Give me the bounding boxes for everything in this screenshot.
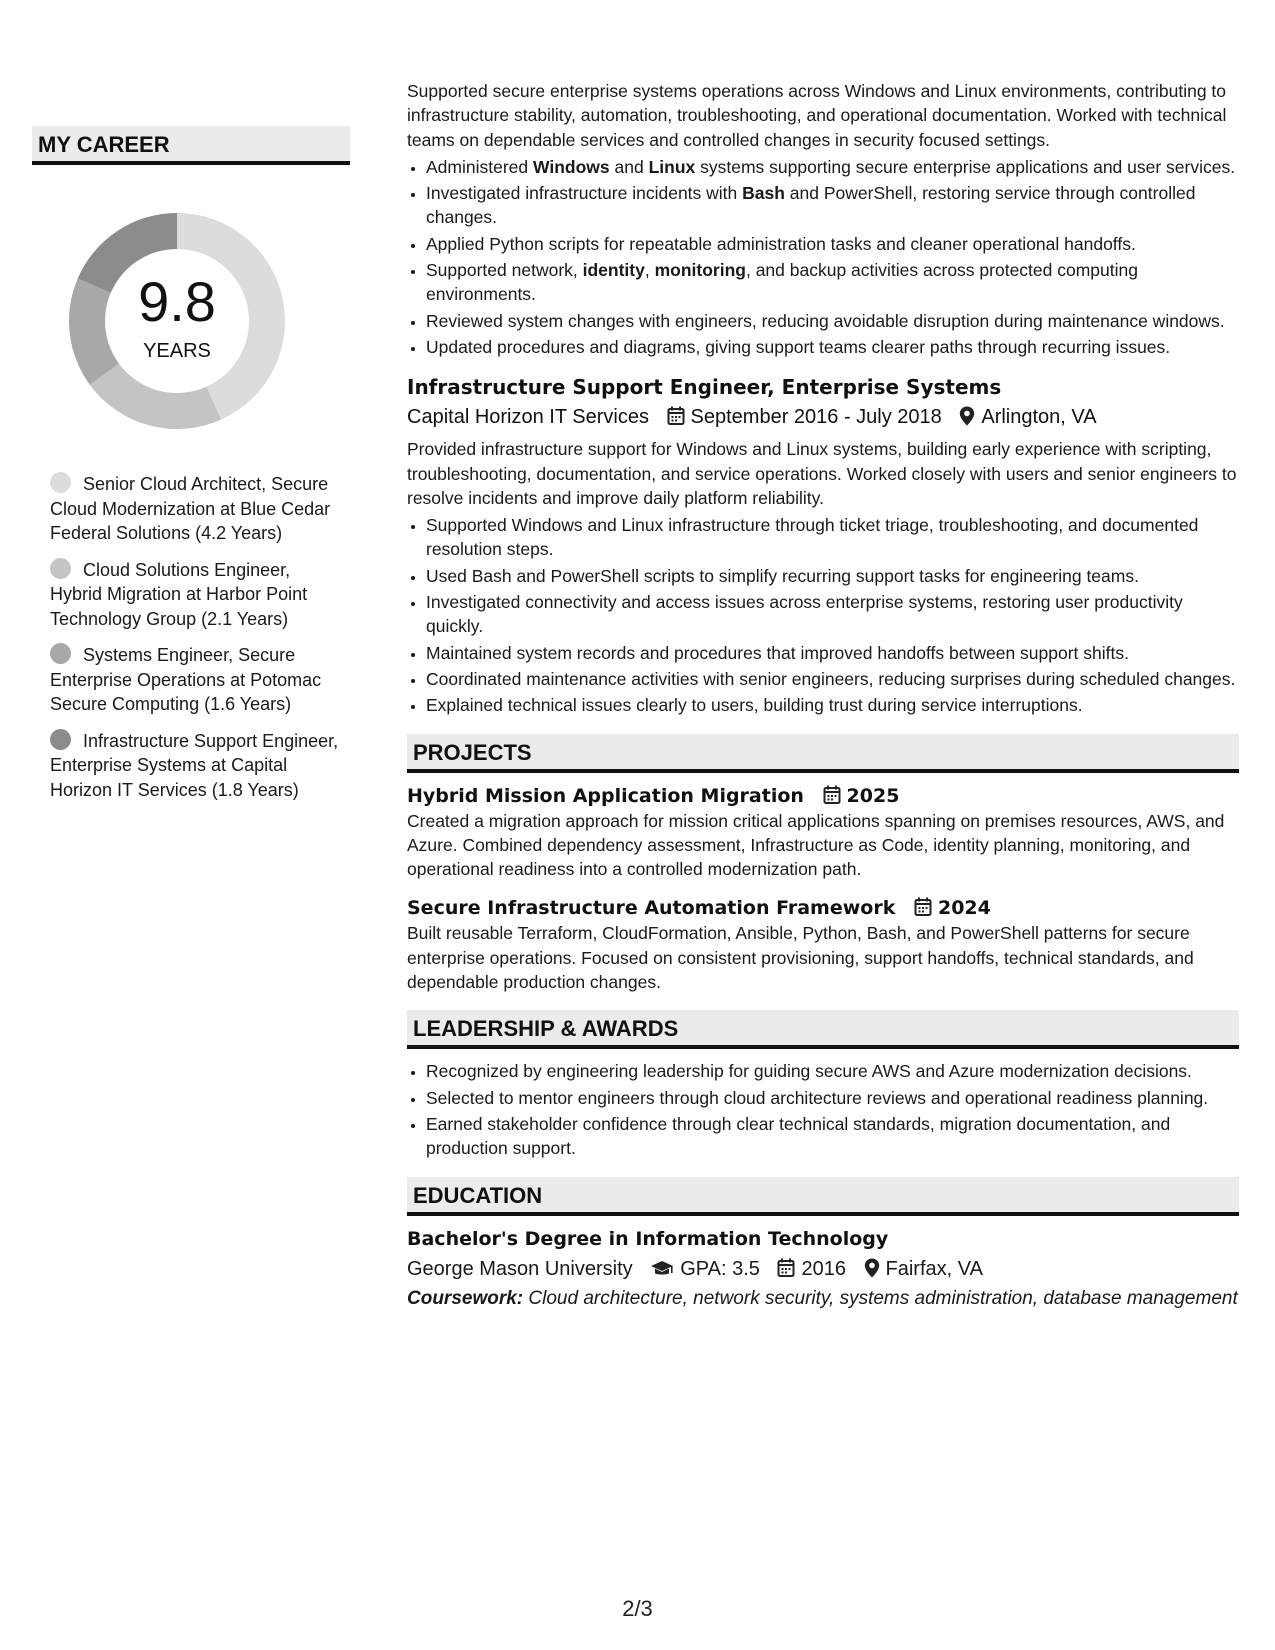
- bullet-text: and PowerShell, restoring service through controlled changes.: [426, 183, 1196, 228]
- project-description: Built reusable Terraform, CloudFormation, Ansible, Python, Bash, and PowerShell patterns for secure enterprise operations. Focused on consistent provisioning, support handoffs, technical standards, and dependable production changes.: [407, 923, 1194, 993]
- job-bullet: • Applied Python scripts for repeatable administration tasks and cleaner operational handoffs.: [426, 232, 1239, 256]
- job-bullet: [426, 181, 1239, 230]
- project-title-row: [407, 895, 1239, 921]
- job-meta: [407, 403, 1239, 431]
- total-years-value: 9.8: [138, 270, 216, 333]
- legend-dot: [50, 729, 71, 750]
- job-bullets: [407, 513, 1239, 717]
- job-bullet: [426, 155, 1239, 179]
- bullet-keyword: identity: [582, 260, 645, 281]
- bullet-keyword: Bash: [742, 183, 785, 204]
- graduation-year: 2016: [801, 1257, 846, 1280]
- project-item: [407, 895, 1239, 994]
- career-list: [50, 472, 340, 802]
- career-item: [50, 643, 340, 717]
- career-item-text: Systems Engineer, Secure Enterprise Operations at Potomac Secure Computing (1.6 Years): [50, 645, 322, 714]
- bullet-text: Supported network,: [426, 260, 583, 281]
- job-bullet: • Reviewed system changes with engineers, reducing avoidable disruption during maintenance windows.: [426, 309, 1239, 333]
- job-bullet: • Explained technical issues clearly to users, building trust during service interruptions.: [426, 693, 1239, 717]
- gpa: GPA: 3.5: [680, 1257, 760, 1280]
- job-summary: Supported secure enterprise systems operations across Windows and Linux environments, contributing to infrastructure stability, automation, troubleshooting, and operational documentation. Worked with technical teams on dependable services and controlled changes in security focused settings.: [407, 81, 1227, 150]
- career-item-text: Infrastructure Support Engineer, Enterprise Systems at Capital Horizon IT Services (1.8 Years): [50, 730, 339, 800]
- legend-dot: [50, 558, 71, 579]
- bullet-text: ,: [644, 260, 655, 281]
- job-location: Arlington, VA: [981, 406, 1097, 429]
- job-summary: Provided infrastructure support for Windows and Linux systems, building early experience with scripting, troubleshooting, documentation, and service operations. Worked closely with users and senior engineers to resolve incidents and improve daily platform reliability.: [407, 439, 1237, 508]
- legend-dot: [50, 472, 71, 493]
- calendar-icon: [777, 1258, 795, 1278]
- project-title: Secure Infrastructure Automation Framework: [407, 897, 896, 920]
- job-bullet: • Used Bash and PowerShell scripts to simplify recurring support tasks for engineering teams.: [426, 564, 1239, 588]
- degree-title: Bachelor's Degree in Information Technology: [407, 1227, 889, 1250]
- career-heading: MY CAREER: [32, 126, 350, 165]
- bullet-text: Administered: [426, 156, 533, 177]
- project-year: 2025: [846, 784, 900, 807]
- main-content: [407, 79, 1239, 1311]
- job-bullet: • Coordinated maintenance activities with senior engineers, reducing surprises during scheduled changes.: [426, 667, 1239, 691]
- career-item-text: Senior Cloud Architect, Secure Cloud Modernization at Blue Cedar Federal Solutions (4.2 Years): [50, 474, 331, 543]
- leadership-bullet: • Recognized by engineering leadership for guiding secure AWS and Azure modernization decisions.: [426, 1059, 1239, 1083]
- legend-dot: [50, 643, 71, 664]
- calendar-icon: [823, 785, 841, 805]
- bullet-text: , and backup activities across protected computing environments.: [426, 260, 1138, 305]
- years-label: YEARS: [143, 340, 211, 362]
- job-dates: September 2016 - July 2018: [690, 406, 942, 429]
- bullet-keyword: Windows: [533, 156, 610, 177]
- leadership-bullets: [407, 1059, 1239, 1160]
- bullet-text: Investigated infrastructure incidents with: [426, 183, 743, 204]
- career-item-text: Cloud Solutions Engineer, Hybrid Migration at Harbor Point Technology Group (2.1 Years): [50, 559, 308, 629]
- map-pin-icon: [959, 406, 975, 426]
- bullet-keyword: monitoring: [654, 260, 746, 281]
- coursework-text: Cloud architecture, network security, systems administration, database management: [523, 1287, 1238, 1309]
- page-number: 2/3: [622, 1596, 653, 1621]
- job-bullet: [426, 258, 1239, 307]
- project-item: [407, 783, 1239, 882]
- bullet-text: systems supporting secure enterprise applications and user services.: [695, 156, 1236, 177]
- leadership-heading: LEADERSHIP & AWARDS: [407, 1010, 1239, 1049]
- school-location: Fairfax, VA: [885, 1257, 983, 1280]
- career-item: [50, 472, 340, 546]
- career-donut-chart: [62, 206, 292, 436]
- coursework: [407, 1287, 1239, 1311]
- map-pin-icon: [864, 1258, 880, 1278]
- education-heading: EDUCATION: [407, 1177, 1239, 1216]
- job-bullets: [407, 155, 1239, 359]
- education-meta: [407, 1255, 1239, 1283]
- project-title-row: [407, 783, 1239, 809]
- education-item: [407, 1226, 1239, 1311]
- job-infrastructure-support: [407, 373, 1239, 717]
- career-item: [50, 558, 340, 632]
- project-year: 2024: [937, 897, 991, 920]
- leadership-bullet: • Selected to mentor engineers through cloud architecture reviews and operational readiness planning.: [426, 1086, 1239, 1110]
- job-bullet: • Updated procedures and diagrams, giving support teams clearer paths through recurring issues.: [426, 335, 1239, 359]
- calendar-icon: [667, 406, 685, 426]
- job-company: Capital Horizon IT Services: [407, 406, 649, 429]
- graduation-cap-icon: [650, 1260, 674, 1278]
- job-systems-engineer: [407, 79, 1239, 359]
- job-bullet: • Investigated connectivity and access issues across enterprise systems, restoring user productivity quickly.: [426, 590, 1239, 639]
- projects-heading: PROJECTS: [407, 734, 1239, 773]
- donut-segment-2: [90, 364, 221, 429]
- bullet-keyword: Linux: [648, 156, 696, 177]
- project-title: Hybrid Mission Application Migration: [407, 784, 804, 807]
- coursework-label: Coursework:: [407, 1287, 524, 1309]
- bullet-text: and: [609, 156, 649, 177]
- job-bullet: • Supported Windows and Linux infrastructure through ticket triage, troubleshooting, and documented resolution steps.: [426, 513, 1239, 562]
- job-bullet: • Maintained system records and procedures that improved handoffs between support shifts.: [426, 641, 1239, 665]
- career-item: [50, 729, 340, 803]
- school-name: George Mason University: [407, 1257, 633, 1280]
- leadership-bullet: • Earned stakeholder confidence through clear technical standards, migration documentation, and production support.: [426, 1112, 1239, 1161]
- calendar-icon: [914, 897, 932, 917]
- sidebar: [32, 126, 350, 814]
- project-description: Created a migration approach for mission critical applications spanning on premises resources, AWS, and Azure. Combined dependency assessment, Infrastructure as Code, identity planning, monitoring, and operational readiness into a controlled modernization path.: [407, 810, 1225, 880]
- job-title: Infrastructure Support Engineer, Enterprise Systems: [407, 375, 1002, 400]
